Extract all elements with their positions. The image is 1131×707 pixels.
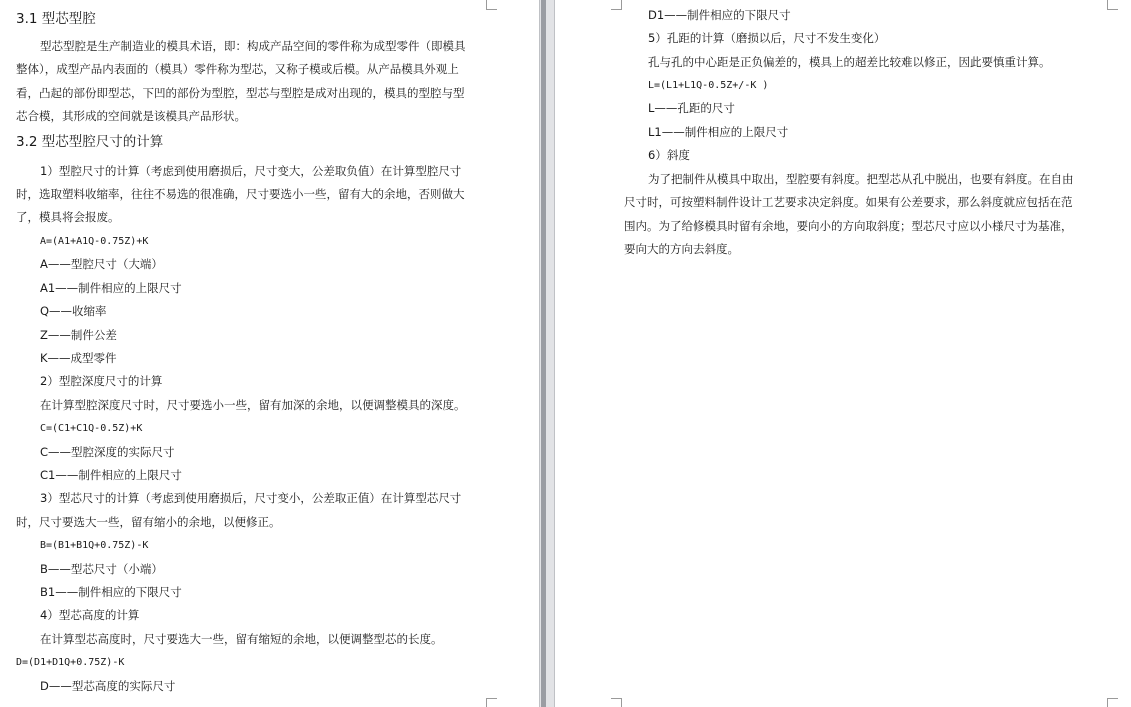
definition-line: Z——制件公差 bbox=[40, 328, 117, 342]
formula-c: C=(C1+C1Q-0.5Z)+K bbox=[40, 423, 143, 434]
paragraph-line: 芯合模，其形成的空间就是该模具产品形状。 bbox=[16, 109, 246, 123]
paragraph-line: 要向大的方向去斜度。 bbox=[624, 242, 739, 256]
definition-line: C——型腔深度的实际尺寸 bbox=[40, 445, 175, 459]
paragraph-line: 围内。为了给修模具时留有余地，要向小的方向取斜度；型芯尺寸应以小様尺寸为基准， bbox=[624, 219, 1073, 233]
definition-line: B——型芯尺寸（小端） bbox=[40, 562, 163, 576]
margin-corner-mark bbox=[1107, 698, 1118, 707]
formula-l: L=(L1+L1Q-0.5Z+/-K ) bbox=[648, 80, 769, 91]
section-heading-3-1: 3.1 型芯型腔 bbox=[16, 11, 96, 27]
margin-corner-mark bbox=[486, 698, 497, 707]
subsection-title: 4）型芯高度的计算 bbox=[40, 608, 140, 622]
formula-a: A=(A1+A1Q-0.75Z)+K bbox=[40, 236, 149, 247]
paragraph-line: 为了把制件从模具中取出，型腔要有斜度。把型芯从孔中脱出，也要有斜度。在自由 bbox=[648, 172, 1074, 186]
definition-line: A——型腔尺寸（大端） bbox=[40, 257, 163, 271]
margin-corner-mark bbox=[611, 698, 622, 707]
definition-line: L1——制件相应的上限尺寸 bbox=[648, 125, 789, 139]
formula-b: B=(B1+B1Q+0.75Z)-K bbox=[40, 540, 149, 551]
paragraph-line: 1）型腔尺寸的计算（考虑到使用磨损后，尺寸变大，公差取负值）在计算型腔尺寸 bbox=[40, 164, 462, 178]
paragraph-line: 3）型芯尺寸的计算（考虑到使用磨损后，尺寸变小，公差取正值）在计算型芯尺寸 bbox=[40, 491, 462, 505]
definition-line: C1——制件相应的上限尺寸 bbox=[40, 468, 182, 482]
paragraph-line: 看，凸起的部份即型芯，下凹的部份为型腔，型芯与型腔是成对出现的，模具的型腔与型 bbox=[16, 86, 465, 100]
definition-line: L——孔距的尺寸 bbox=[648, 101, 735, 115]
definition-line: Q——收缩率 bbox=[40, 304, 107, 318]
definition-line: B1——制件相应的下限尺寸 bbox=[40, 585, 182, 599]
margin-corner-mark bbox=[611, 0, 622, 10]
page-gutter bbox=[539, 0, 555, 707]
definition-line: K——成型零件 bbox=[40, 351, 117, 365]
paragraph-line: 了，模具将会报废。 bbox=[16, 210, 120, 224]
paragraph-line: 尺寸时，可按塑料制件设计工艺要求决定斜度。如果有公差要求，那么斜度就应包括在范 bbox=[624, 195, 1073, 209]
paragraph-line: 时，尺寸要选大一些，留有缩小的余地，以便修正。 bbox=[16, 515, 281, 529]
section-heading-3-2: 3.2 型芯型腔尺寸的计算 bbox=[16, 134, 164, 150]
subsection-title: 2）型腔深度尺寸的计算 bbox=[40, 374, 163, 388]
document-page-left bbox=[0, 0, 539, 707]
margin-corner-mark bbox=[486, 0, 497, 10]
paragraph-line: 型芯型腔是生产制造业的模具术语，即：构成产品空间的零件称为成型零件（即模具 bbox=[40, 39, 466, 53]
paragraph-line: 整体），成型产品内表面的（模具）零件称为型芯，又称子模或后模。从产品模具外观上 bbox=[16, 62, 459, 76]
margin-corner-mark bbox=[1107, 0, 1118, 10]
definition-line: A1——制件相应的上限尺寸 bbox=[40, 281, 182, 295]
paragraph-line: 时，选取塑料收缩率，往往不易选的很准确，尺寸要选小一些，留有大的余地，否则做大 bbox=[16, 187, 465, 201]
paragraph-line: 在计算型腔深度尺寸时，尺寸要选小一些，留有加深的余地，以便调整模具的深度。 bbox=[40, 398, 466, 412]
formula-d: D=(D1+D1Q+0.75Z)-K bbox=[16, 657, 125, 668]
definition-line: D1——制件相应的下限尺寸 bbox=[648, 8, 791, 22]
subsection-title: 5）孔距的计算（磨损以后，尺寸不发生变化） bbox=[648, 31, 886, 45]
paragraph-line: 在计算型芯高度时，尺寸要选大一些，留有缩短的余地，以便调整型芯的长度。 bbox=[40, 632, 443, 646]
paragraph-line: 孔与孔的中心距是正负偏差的，模具上的超差比较难以修正，因此要慎重计算。 bbox=[648, 55, 1051, 69]
subsection-title: 6）斜度 bbox=[648, 148, 690, 162]
page-shadow bbox=[541, 0, 546, 707]
document-page-right bbox=[555, 0, 1131, 707]
definition-line: D——型芯高度的实际尺寸 bbox=[40, 679, 176, 693]
